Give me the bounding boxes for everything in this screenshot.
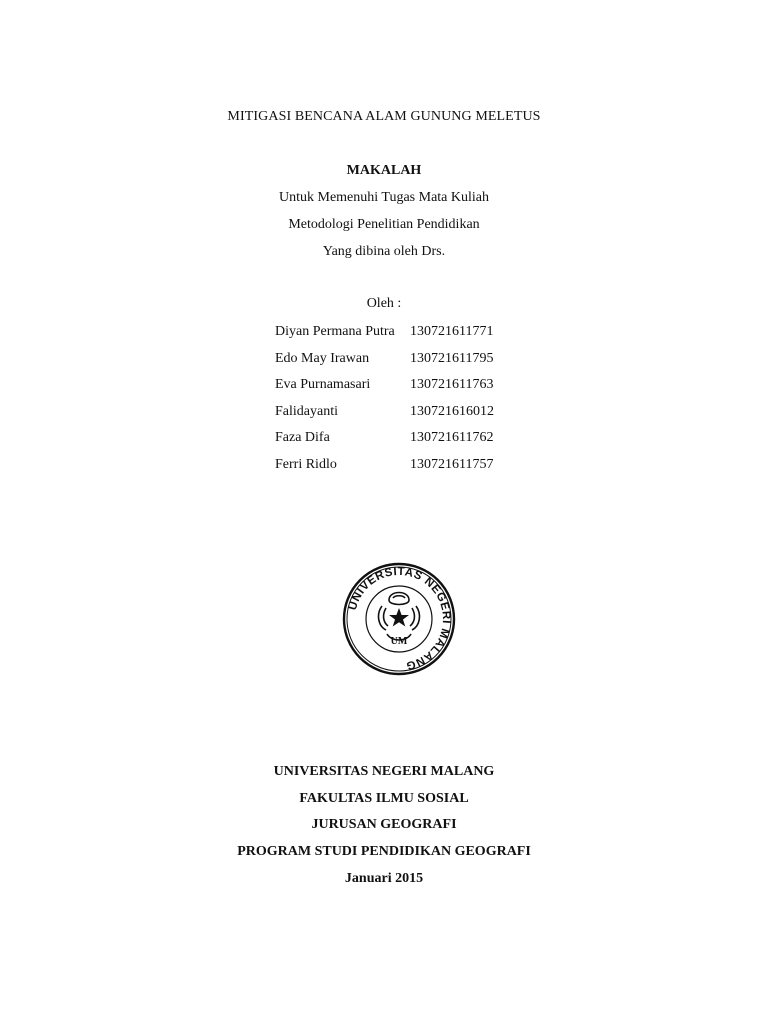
author-row <box>275 401 535 428</box>
document-type-label: MAKALAH <box>346 163 422 178</box>
author-name: Diyan Permana Putra <box>275 324 395 339</box>
authored-by-label: Oleh : <box>366 296 402 311</box>
university-seal-icon <box>342 562 456 676</box>
footer-department: JURUSAN GEOGRAFI <box>311 817 457 832</box>
purpose-line-subject: Metodologi Penelitian Pendidikan <box>288 217 480 232</box>
author-nim: 130721611757 <box>410 456 494 472</box>
author-nim: 130721611762 <box>410 430 494 446</box>
author-name: Falidayanti <box>275 403 338 419</box>
author-nim: 130721611795 <box>410 350 494 366</box>
author-nim: 130721611763 <box>410 377 494 393</box>
footer-program: PROGRAM STUDI PENDIDIKAN GEOGRAFI <box>237 844 531 859</box>
author-row <box>275 321 535 348</box>
author-row <box>275 348 535 375</box>
author-list <box>275 321 535 481</box>
purpose-line-course: Untuk Memenuhi Tugas Mata Kuliah <box>279 190 489 205</box>
author-nim: 130721616012 <box>410 403 494 419</box>
footer-faculty: FAKULTAS ILMU SOSIAL <box>299 791 469 806</box>
author-nim: 130721611771 <box>410 324 494 339</box>
seal-monogram: UM <box>390 636 408 647</box>
author-name: Faza Difa <box>275 430 330 446</box>
footer-university: UNIVERSITAS NEGERI MALANG <box>273 764 495 779</box>
author-name: Edo May Irawan <box>275 350 370 366</box>
author-row <box>275 427 535 454</box>
seal-ring-text: UNIVERSITAS NEGERI MALANG <box>346 565 453 672</box>
author-name: Ferri Ridlo <box>275 456 337 472</box>
author-name: Eva Purnamasari <box>275 377 371 393</box>
document-title: MITIGASI BENCANA ALAM GUNUNG MELETUS <box>227 109 541 124</box>
footer-date: Januari 2015 <box>344 871 424 886</box>
author-row <box>275 374 535 401</box>
author-row <box>275 454 535 481</box>
purpose-line-lecturer: Yang dibina oleh Drs. <box>322 244 446 259</box>
